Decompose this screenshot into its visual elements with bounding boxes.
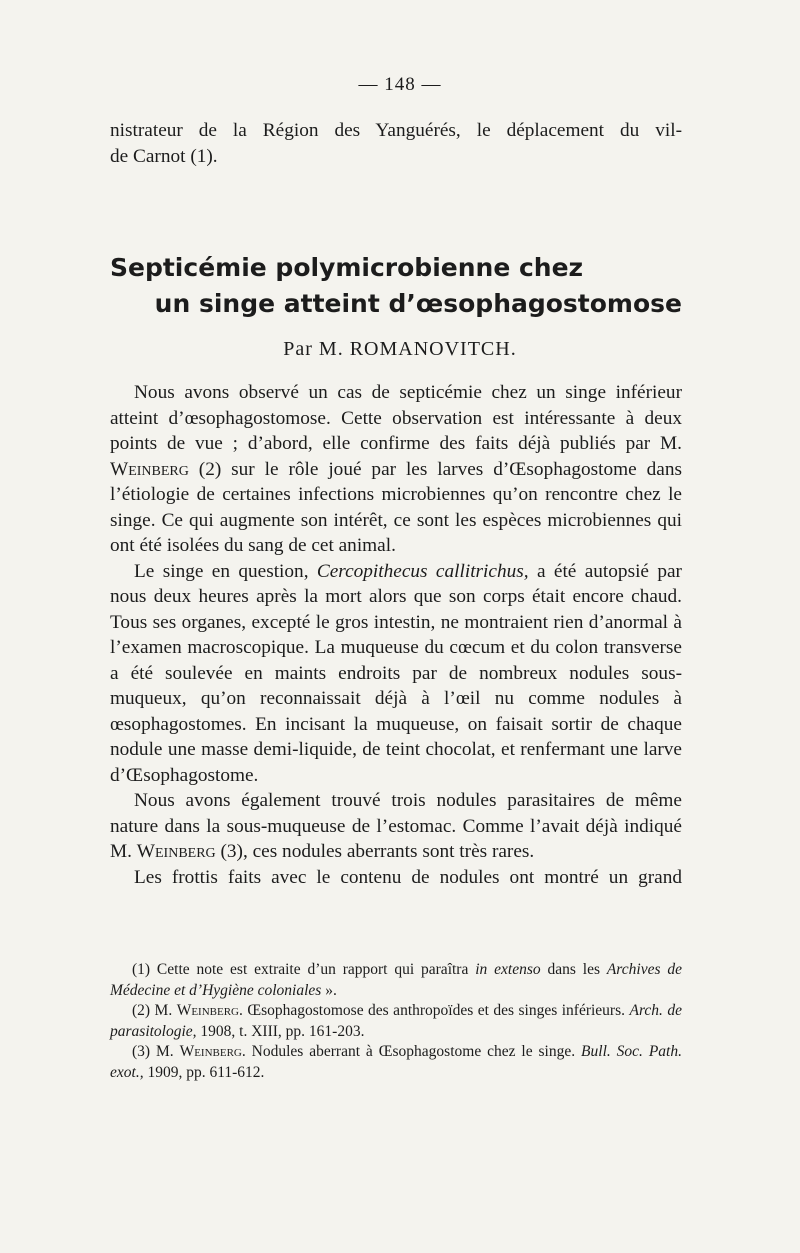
footnote-2 (110, 1001, 682, 1042)
paragraph-1-text-a: Nous avons observé un cas de septicémie chez un singe inférieur atteint d’œsophagostomose. Cette observation est intéressante à deux points de vue ; d’abord, elle confirme des faits déjà publiés par M. (110, 382, 682, 454)
page-number: — 148 — (358, 74, 442, 95)
continuation-line-1: nistrateur de la Région des Yanguérés, le déplacement du vil- (110, 120, 682, 141)
title-line-2: un singe atteint d’œsophagostomose (154, 289, 682, 318)
footnote-1-italic-2: Archives de Médecine et d’Hygiène coloniales (110, 961, 682, 999)
footnote-1-text-c: ». (321, 981, 337, 999)
footnote-1-text-b: dans les (540, 961, 607, 978)
footnotes (110, 960, 682, 1083)
species-name: Cercopithecus callitrichus, (316, 560, 529, 582)
paragraph-3-text-b: (3), ces nodules aberrants sont très rares. (215, 841, 535, 862)
author-name: Weinberg (110, 458, 189, 480)
footnote-1 (110, 960, 682, 1001)
footnote-3-text-c: 1909, pp. 611-612. (143, 1063, 265, 1081)
footnote-3-text-a: (3) M. (132, 1043, 180, 1060)
footnote-1-italic-1: in extenso (475, 961, 541, 978)
continuation-line-2: de Carnot (1). (110, 145, 218, 167)
article-title (110, 250, 682, 322)
paragraph-2-text-b: a été autopsié par nous deux heures après la mort alors que son corps était encore chaud. Tous ses organes, excepté le gros intestin, ne montraient rien d’anormal à l’examen macroscopique. La muqueuse du cœcum et du colon transverse a été soulevée en maints endroits par de nombreux nodules sous-muqueux, qu’on reconnaissait déjà à l’œil nu comme nodules à œsophagostomes. En incisant la muqueuse, on faisait sortir de chaque nodule une masse demi-liquide, de teint chocolat, et renfermant une larve d’Œsophagostome. (110, 560, 682, 786)
footnote-3 (110, 1042, 682, 1083)
footnote-3-author: Weinberg. (179, 1043, 246, 1060)
footnote-2-journal: Arch. de parasitologie, (110, 1002, 683, 1040)
footnote-3-text-b: Nodules aberrant à Œsophagostome chez le singe. (245, 1043, 582, 1060)
article-body (110, 380, 682, 890)
footnote-1-text-a: (1) Cette note est extraite d’un rapport qui paraîtra (132, 961, 476, 978)
paragraph-2-text-a: Le singe en question, (134, 560, 317, 582)
footnote-2-text-a: (2) M. (132, 1002, 177, 1019)
continuation-text (110, 118, 682, 169)
footnote-2-author: Weinberg. (176, 1002, 243, 1019)
paragraph-1-text-b: (2) sur le rôle joué par les larves d’Œsophagostome dans l’étiologie de certaines infections microbiennes qu’on rencontre chez le singe. Ce qui augmente son intérêt, ce sont les espèces microbiennes qui ont été isolées du sang de cet animal. (110, 458, 682, 556)
paragraph-2 (110, 559, 682, 789)
paragraph-3-text-a: Nous avons également trouvé trois nodules parasitaires de même nature dans la sous-muqueuse de l’estomac. Comme l’avait déjà indiqué M. (110, 790, 682, 862)
footnote-2-text-c: 1908, t. XIII, pp. 161-203. (196, 1022, 365, 1040)
author-byline: Par M. ROMANOVITCH. (283, 338, 517, 360)
paragraph-4: Les frottis faits avec le contenu de nodules ont montré un grand (134, 866, 682, 888)
paragraph-1 (110, 380, 682, 559)
footnote-2-text-b: Œsophagostomose des anthropoïdes et des singes inférieurs. (242, 1002, 630, 1019)
footnote-3-journal: Bull. Soc. Path. exot., (110, 1043, 682, 1081)
author-name: Weinberg (136, 841, 216, 862)
title-line-1: Septicémie polymicrobienne chez (110, 253, 584, 282)
paragraph-3 (110, 788, 682, 865)
